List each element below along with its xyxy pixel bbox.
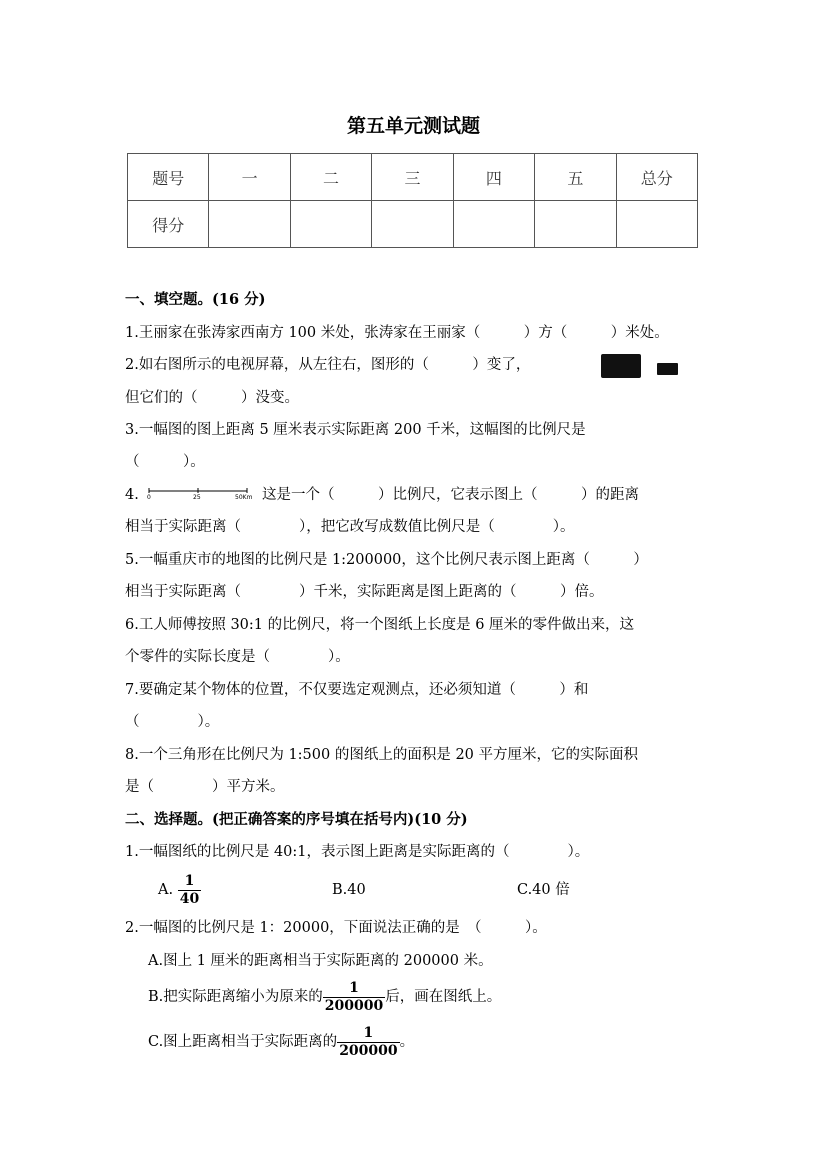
fraction [178, 873, 201, 908]
fraction [323, 980, 385, 1015]
question-line: 1.一幅图纸的比例尺是 40:1，表示图上距离是实际距离的（ ）。 [125, 844, 590, 860]
question-line: 5.一幅重庆市的地图的比例尺是 1:200000，这个比例尺表示图上距离（ ） [125, 552, 648, 568]
question-line: 2.如右图所示的电视屏幕，从左往右，图形的（ ）变了， [125, 357, 531, 373]
score-input-cell[interactable] [209, 201, 290, 248]
fraction-denominator: 40 [179, 890, 200, 907]
question-line: 8.一个三角形在比例尺为 1:500 的图纸上的面积是 20 平方厘米，它的实际面积 [125, 747, 639, 763]
scale-label: 50Km [235, 494, 253, 500]
fraction-numerator: 1 [184, 872, 195, 889]
option-b [148, 979, 501, 1015]
question-line: 这是一个（ ）比例尺，它表示图上（ ）的距离 [262, 487, 639, 503]
fraction-numerator: 1 [349, 979, 359, 996]
scale-label: 25 [193, 494, 201, 500]
option-b: B.40 [332, 882, 366, 898]
question-number: 4. [125, 487, 139, 503]
option-text: 后，画在图纸上。 [385, 989, 502, 1005]
question-line: 个零件的实际长度是（ ）。 [125, 649, 350, 665]
option-text: 。 [399, 1034, 415, 1050]
fraction-numerator: 1 [363, 1024, 374, 1041]
option-text: B.把实际距离缩小为原来的 [148, 989, 323, 1005]
fraction [337, 1025, 399, 1060]
score-header-cell: 三 [372, 154, 453, 201]
score-input-cell[interactable] [616, 201, 697, 248]
score-table [127, 153, 698, 248]
option-text: C.图上距离相当于实际距离的 [148, 1034, 338, 1050]
section-heading: 二、选择题。(把正确答案的序号填在括号内)(10 分) [125, 811, 468, 828]
question-line: 1.王丽家在张涛家西南方 100 米处，张涛家在王丽家（ ）方（ ）米处。 [125, 325, 669, 341]
score-header-cell: 五 [535, 154, 616, 201]
score-input-cell[interactable] [372, 201, 453, 248]
question-line: 但它们的（ ）没变。 [125, 390, 299, 406]
option-a [158, 872, 201, 908]
question-line: 3.一幅图的图上距离 5 厘米表示实际距离 200 千米，这幅图的比例尺是 [125, 422, 586, 438]
score-input-cell[interactable] [290, 201, 371, 248]
option-c [148, 1024, 414, 1060]
score-header-cell: 四 [453, 154, 534, 201]
score-header-cell: 总分 [616, 154, 697, 201]
option-label: A. [158, 882, 174, 898]
question-line: 7.要确定某个物体的位置，不仅要选定观测点，还必须知道（ ）和 [125, 682, 589, 698]
option-a: A.图上 1 厘米的距离相当于实际距离的 200000 米。 [148, 953, 493, 969]
tv-screen-large-image [601, 354, 641, 378]
question-line: 6.工人师傅按照 30:1 的比例尺，将一个图纸上长度是 6 厘米的零件做出来，这 [125, 617, 635, 633]
question-line: 相当于实际距离（ ）千米，实际距离是图上距离的（ ）倍。 [125, 584, 604, 600]
score-header-cell: 二 [290, 154, 371, 201]
question-line: （ ）。 [125, 454, 205, 470]
line-scale-image [147, 486, 255, 500]
score-input-cell[interactable] [453, 201, 534, 248]
score-header-cell: 一 [209, 154, 290, 201]
question-line: （ ）。 [125, 714, 220, 730]
fraction-denominator: 200000 [324, 997, 384, 1014]
question-line: 是（ ）平方米。 [125, 779, 285, 795]
question-line: 2.一幅图的比例尺是 1：20000，下面说法正确的是 （ ）。 [125, 920, 547, 936]
option-c: C.40 倍 [517, 882, 570, 898]
score-header-cell: 题号 [128, 154, 209, 201]
scale-label: 0 [147, 494, 151, 500]
score-input-cell[interactable] [535, 201, 616, 248]
page-title: 第五单元测试题 [346, 115, 480, 137]
score-row-label: 得分 [128, 201, 209, 248]
tv-screen-small-image [657, 363, 678, 375]
fraction-denominator: 200000 [339, 1042, 398, 1059]
section-heading: 一、填空题。(16 分) [125, 291, 266, 308]
question-line: 相当于实际距离（ ），把它改写成数值比例尺是（ ）。 [125, 519, 575, 535]
